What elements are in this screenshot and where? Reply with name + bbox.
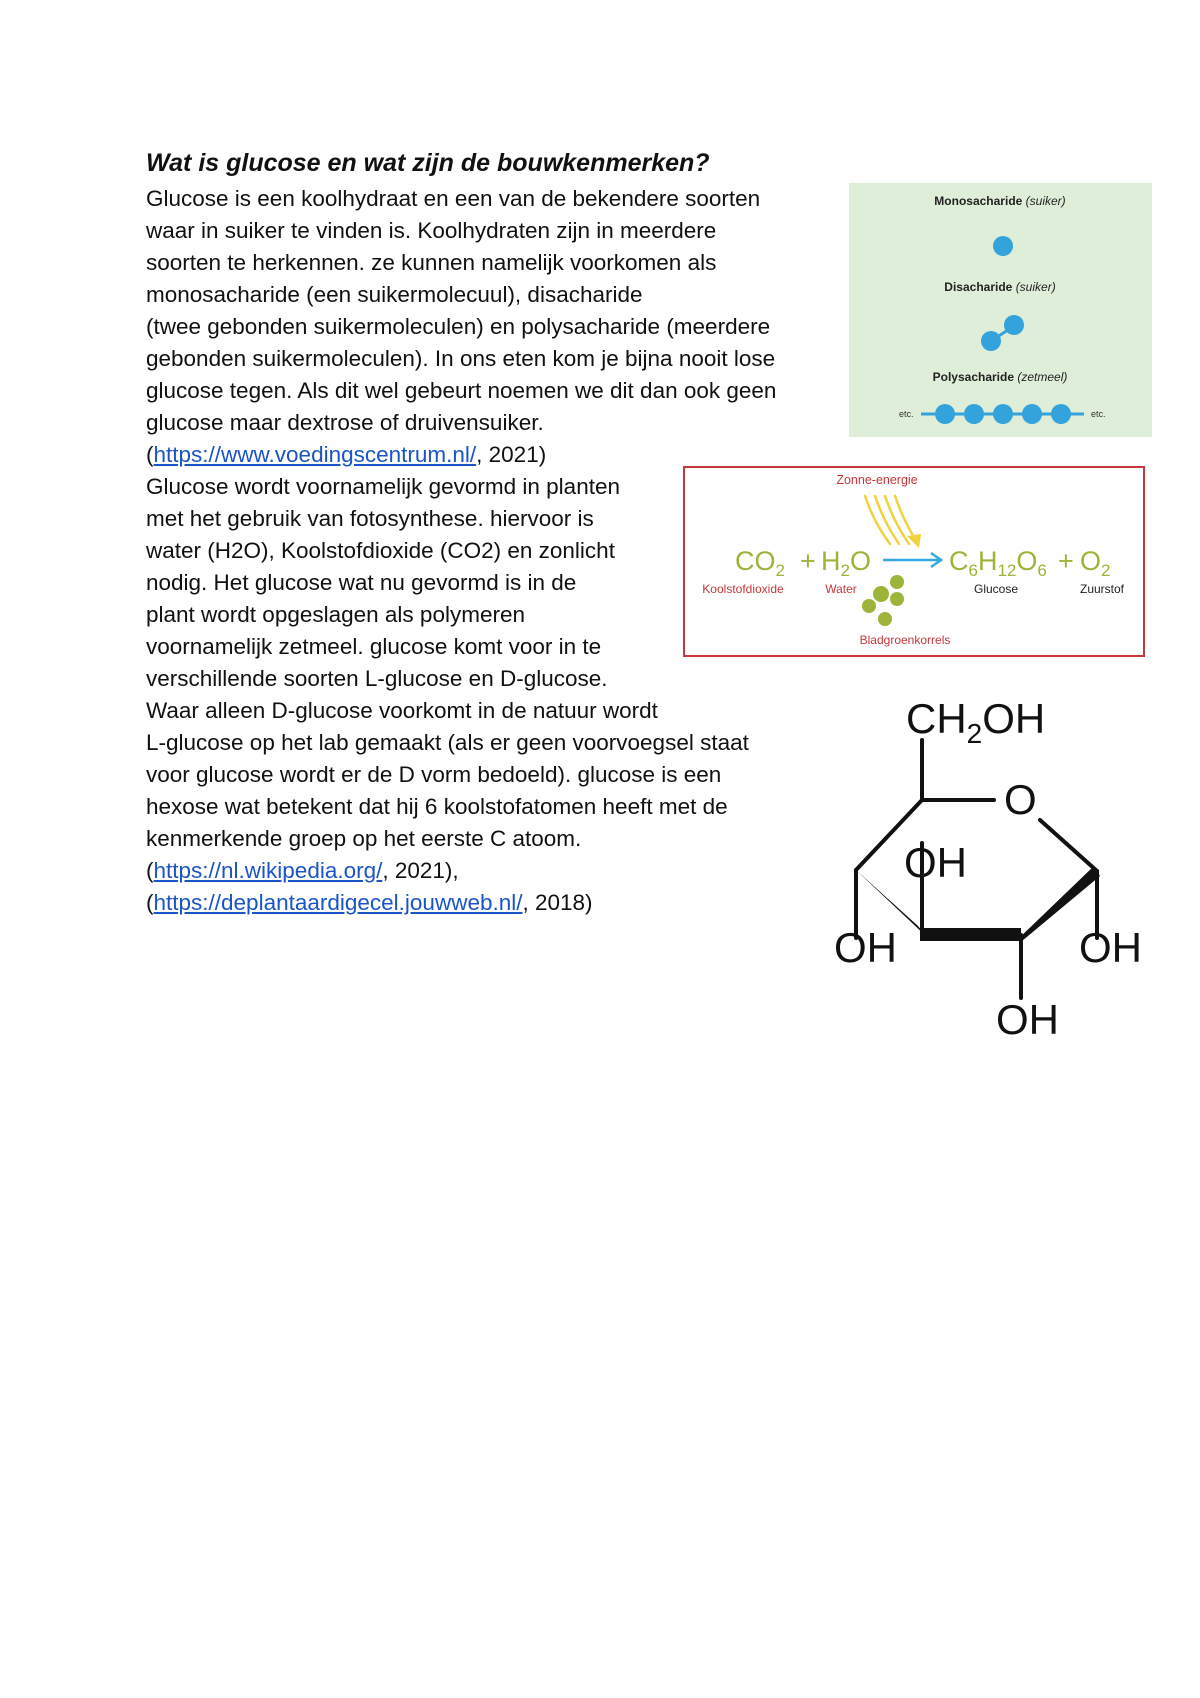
text-line: kenmerkende groep op het eerste C atoom.: [146, 826, 582, 851]
text-line: voor glucose wordt er de D vorm bedoeld). glucose is een: [146, 762, 722, 787]
saccharide-figure: [849, 183, 1152, 437]
di-molecule-a: [981, 331, 1001, 351]
text-line: waar in suiker te vinden is. Koolhydraten zijn in meerdere: [146, 218, 717, 243]
oh-group-right: OH: [1079, 924, 1142, 971]
energy-label: Zonne-energie: [836, 473, 918, 487]
plus-sign: +: [800, 546, 816, 576]
arrow-icon: [883, 553, 941, 567]
text-line: hexose wat betekent dat hij 6 koolstofatomen heeft met de: [146, 794, 728, 819]
label-co2: Koolstofdioxide: [702, 582, 784, 596]
text-line: Glucose wordt voornamelijk gevormd in planten: [146, 474, 620, 499]
text-line: plant wordt opgeslagen als polymeren: [146, 602, 525, 627]
text-line: monosacharide (een suikermolecuul), disacharide: [146, 282, 643, 307]
text-line: glucose tegen. Als dit wel gebeurt noemen we dit dan ook geen: [146, 378, 777, 403]
di-note: (suiker): [1015, 280, 1056, 294]
source-link[interactable]: https://nl.wikipedia.org/: [153, 858, 383, 883]
label-water: Water: [825, 582, 857, 596]
oh-group-inner: OH: [904, 839, 967, 886]
mono-molecule: [993, 236, 1013, 256]
svg-text:C6H12O6: $C_6H_{12}O_6$: [949, 546, 1047, 580]
source-link[interactable]: https://deplantaardigecel.jouwweb.nl/: [153, 890, 523, 915]
di-label: Disacharide: [944, 280, 1013, 294]
heading: Wat is glucose en wat zijn de bouwkenmerken?: [146, 149, 710, 177]
svg-text:Disacharide (suiker): [944, 280, 1055, 294]
poly-molecule: [993, 404, 1013, 424]
plus-sign: +: [1058, 546, 1074, 576]
text-line: L-glucose op het lab gemaakt (als er geen voorvoegsel staat: [146, 730, 749, 755]
di-molecule-b: [1004, 315, 1024, 335]
photosynthesis-figure: [683, 466, 1145, 657]
co2-formula: CO: [735, 546, 776, 576]
mono-note: (suiker): [1025, 194, 1066, 208]
source-link[interactable]: https://www.voedingscentrum.nl/: [153, 442, 477, 467]
text-line: nodig. Het glucose wat nu gevormd is in de: [146, 570, 577, 595]
oh-group-bottom: OH: [996, 996, 1059, 1043]
glucose-structure-figure: [826, 698, 1148, 1050]
text-line: glucose maar dextrose of druivensuiker.: [146, 410, 544, 435]
label-oxygen: Zuurstof: [1079, 582, 1125, 596]
poly-molecule: [964, 404, 984, 424]
glucose-formula: C: [949, 546, 969, 576]
text-line: met het gebruik van fotosynthese. hiervoor is: [146, 506, 594, 531]
text-line: gebonden suikermoleculen). In ons eten kom je bijna nooit lose: [146, 346, 776, 371]
etc-left: etc.: [899, 409, 914, 419]
text-line: (https://nl.wikipedia.org/, 2021),: [146, 858, 459, 883]
poly-molecule: [935, 404, 955, 424]
poly-label: Polysacharide: [932, 370, 1015, 384]
text-line: (https://www.voedingscentrum.nl/, 2021): [146, 442, 547, 467]
chloroplast-icon: [862, 575, 904, 626]
text-line: soorten te herkennen. ze kunnen namelijk voorkomen als: [146, 250, 717, 275]
text-line: (https://deplantaardigecel.jouwweb.nl/, 2018): [146, 890, 593, 915]
svg-text:Polysacharide (zetmeel): [933, 370, 1068, 384]
mono-label: Monosacharide: [934, 194, 1023, 208]
svg-text:CH2OH: $CH_2OH$: [906, 698, 1045, 749]
svg-text:H2O: $H_2O$: [821, 546, 871, 580]
oh-group-left: OH: [834, 924, 897, 971]
ring-oxygen: O: [1004, 776, 1037, 823]
etc-right: etc.: [1091, 409, 1106, 419]
label-glucose: Glucose: [973, 582, 1019, 596]
ch2oh-group: CH: [906, 698, 967, 742]
poly-note: (zetmeel): [1017, 370, 1068, 384]
text-line: voornamelijk zetmeel. glucose komt voor in te: [146, 634, 602, 659]
o2-formula: O: [1080, 546, 1102, 576]
svg-text:CO2: $CO_2$: [735, 546, 785, 580]
poly-molecule: [1022, 404, 1042, 424]
text-line: verschillende soorten L-glucose en D-glucose.: [146, 666, 608, 691]
label-chloroplasts: Bladgroenkorrels: [859, 633, 951, 647]
text-line: Waar alleen D-glucose voorkomt in de natuur wordt: [146, 698, 658, 723]
text-line: water (H2O), Koolstofdioxide (CO2) en zonlicht: [146, 538, 615, 563]
poly-molecule: [1051, 404, 1071, 424]
text-line: (twee gebonden suikermoleculen) en polysacharide (meerdere: [146, 314, 771, 339]
h2o-formula: H: [821, 546, 841, 576]
svg-text:Monosacharide (suiker): [934, 194, 1065, 208]
text-line: Glucose is een koolhydraat en een van de bekendere soorten: [146, 186, 761, 211]
svg-text:O2: $O_2$: [1080, 546, 1111, 580]
